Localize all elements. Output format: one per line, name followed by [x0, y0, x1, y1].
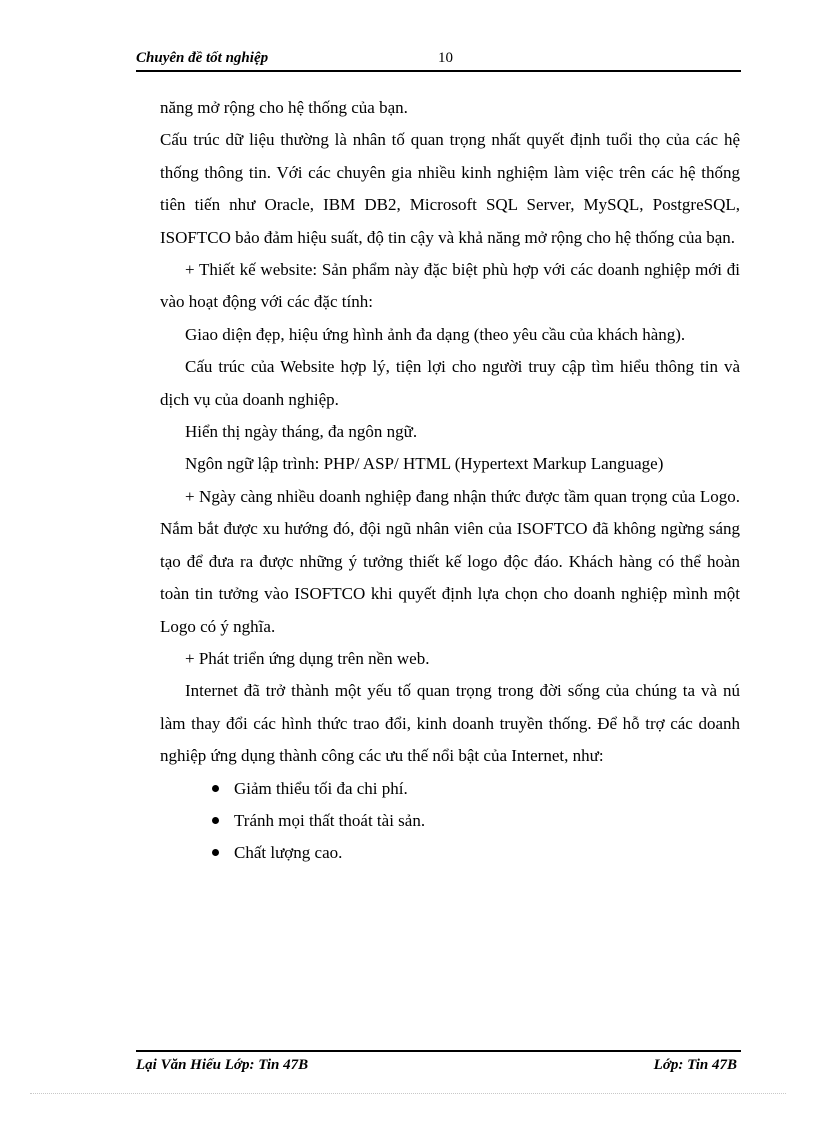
paragraph: Cấu trúc của Website hợp lý, tiện lợi cho người truy cập tìm hiểu thông tin và dịch vụ của doanh nghiệp. — [160, 357, 740, 409]
paragraph: Ngôn ngữ lập trình: PHP/ ASP/ HTML (Hypertext Markup Language) — [185, 454, 664, 474]
page-header — [136, 48, 741, 72]
bullet-icon — [212, 785, 219, 792]
list-item-text: Chất lượng cao. — [234, 843, 343, 863]
bullet-icon — [212, 817, 219, 824]
paragraph: Internet đã trở thành một yếu tố quan trọng trong đời sống của chúng ta và nú làm thay đổi các hình thức trao đổi, kinh doanh truyền thống. Để hỗ trợ các doanh nghiệp ứng dụng thành công các ưu thế nổi bật của Internet, như: — [160, 681, 740, 766]
footer-author: Lại Văn Hiếu Lớp: Tin 47B — [136, 1057, 309, 1073]
list-item — [160, 837, 740, 869]
paragraph: năng mở rộng cho hệ thống của bạn. — [160, 98, 408, 117]
paragraph: + Phát triển ứng dụng trên nền web. — [185, 648, 430, 668]
paragraph: + Ngày càng nhiều doanh nghiệp đang nhận thức được tầm quan trọng của Logo. Nắm bắt được xu hướng đó, đội ngũ nhân viên của ISOFTCO đã không ngừng sáng tạo để đưa ra được những ý tưởng thiết kế logo độc đáo. Khách hàng có thể hoàn toàn tin tưởng vào ISOFTCO khi quyết định lựa chọn cho doanh nghiệp mình một Logo có ý nghĩa. — [160, 486, 740, 636]
page-number: 10 — [438, 50, 453, 66]
page-footer — [136, 1050, 741, 1073]
list-item-text: Tránh mọi thất thoát tài sản. — [234, 810, 426, 830]
paragraph: Giao diện đẹp, hiệu ứng hình ảnh đa dạng (theo yêu cầu của khách hàng). — [185, 324, 686, 344]
footer-class: Lớp: Tin 47B — [653, 1057, 737, 1073]
page-edge-divider — [30, 1093, 786, 1094]
body-text — [160, 92, 740, 870]
bullet-list — [160, 773, 740, 870]
header-title: Chuyên đề tốt nghiệp — [136, 50, 269, 66]
bullet-icon — [212, 849, 219, 856]
list-item — [160, 805, 740, 837]
list-item — [160, 773, 740, 805]
paragraph: Hiển thị ngày tháng, đa ngôn ngữ. — [185, 422, 418, 442]
paragraph: Cấu trúc dữ liệu thường là nhân tố quan trọng nhất quyết định tuổi thọ của các hệ thống thông tin. Với các chuyên gia nhiều kinh nghiệm làm việc trên các hệ thống tiên tiến như Oracle, IBM DB2, Microsoft SQL Server, MySQL, PostgreSQL, ISOFTCO bảo đảm hiệu suất, độ tin cậy và khả năng mở rộng cho hệ thống của bạn. — [160, 130, 740, 247]
list-item-text: Giảm thiểu tối đa chi phí. — [234, 778, 408, 798]
paragraph: + Thiết kế website: Sản phẩm này đặc biệt phù hợp với các doanh nghiệp mới đi vào hoạt động với các đặc tính: — [160, 260, 740, 312]
